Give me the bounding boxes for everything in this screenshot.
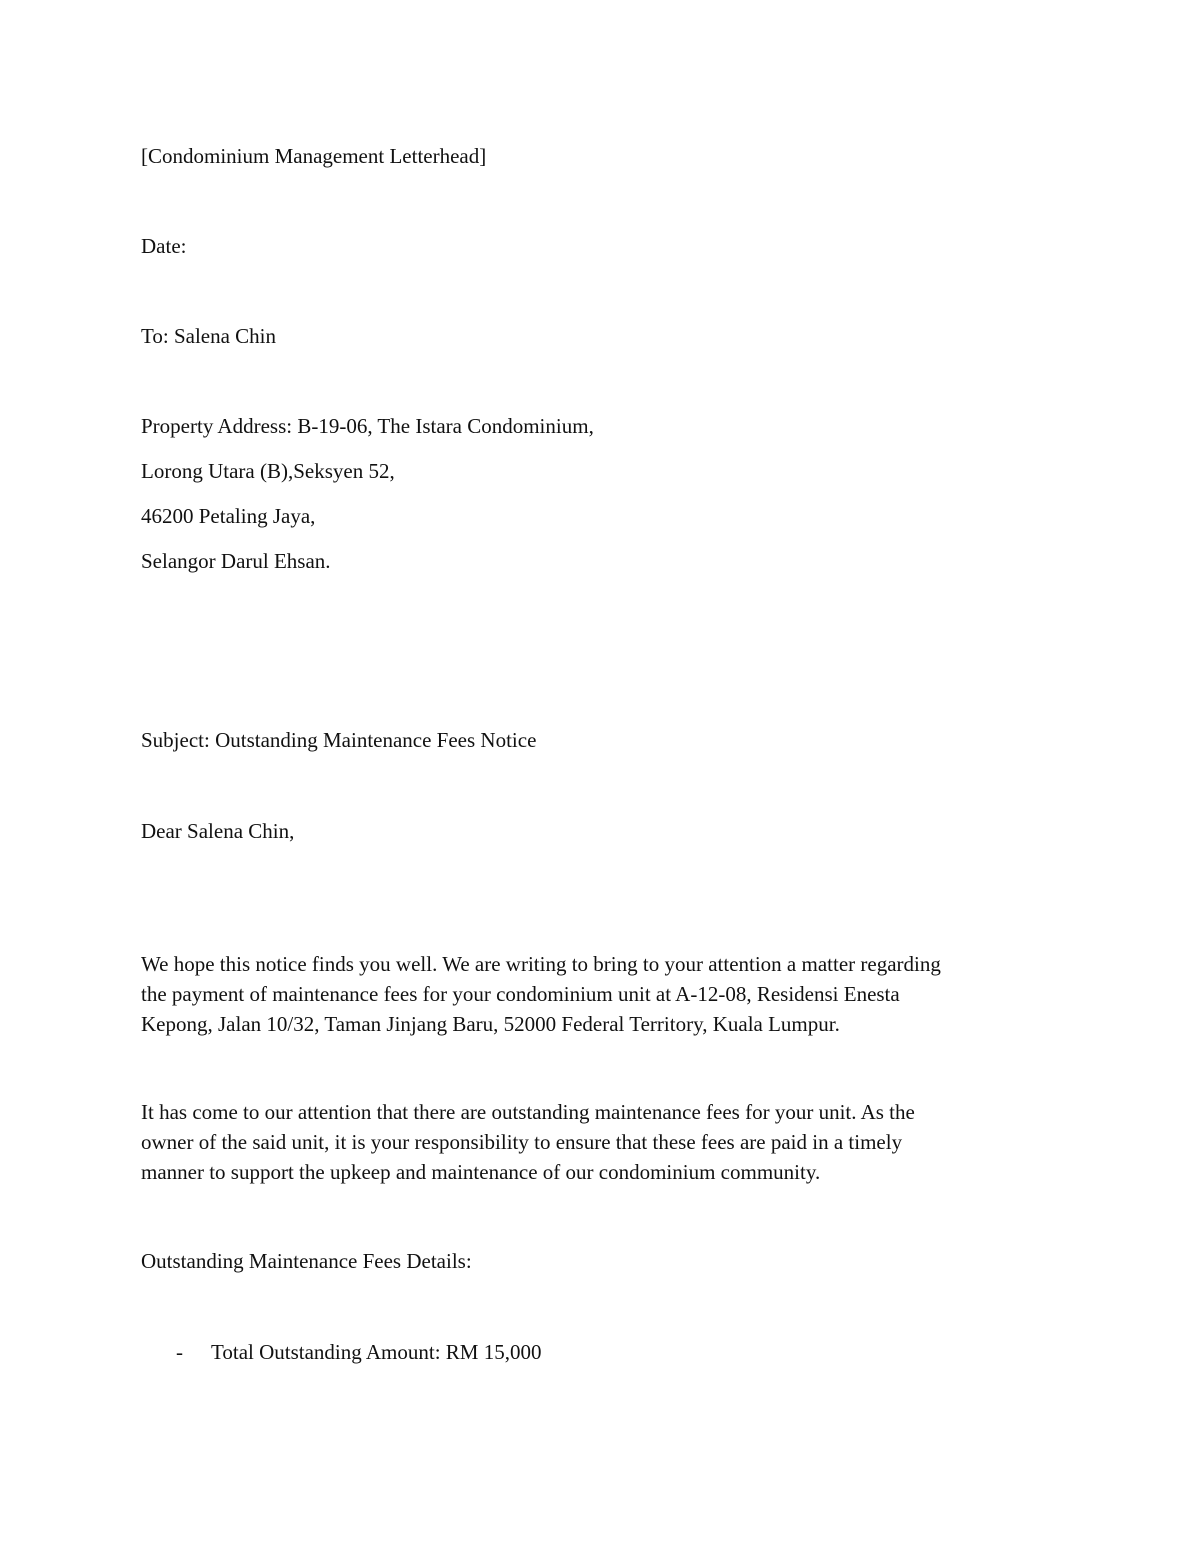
address-line-2: Lorong Utara (B),Seksyen 52, [141, 459, 395, 483]
address-line-4: Selangor Darul Ehsan. [141, 549, 331, 573]
salutation: Dear Salena Chin, [141, 819, 295, 843]
paragraph-intro-line: We hope this notice finds you well. We are writing to bring to your attention a matter regarding [141, 952, 941, 976]
subject-line: Subject: Outstanding Maintenance Fees Notice [141, 728, 537, 752]
paragraph-intro-line: the payment of maintenance fees for your condominium unit at A-12-08, Residensi Enesta [141, 982, 900, 1006]
paragraph-responsibility [141, 1097, 1061, 1187]
paragraph-intro-line: Kepong, Jalan 10/32, Taman Jinjang Baru, 52000 Federal Territory, Kuala Lumpur. [141, 1012, 840, 1036]
bullet-marker: - [176, 1340, 183, 1364]
recipient-line: To: Salena Chin [141, 324, 277, 348]
paragraph-intro [141, 949, 1061, 1039]
details-heading: Outstanding Maintenance Fees Details: [141, 1249, 472, 1273]
outstanding-amount-item: Total Outstanding Amount: RM 15,000 [211, 1340, 542, 1364]
paragraph-responsibility-line: manner to support the upkeep and maintenance of our condominium community. [141, 1160, 821, 1184]
address-line-3: 46200 Petaling Jaya, [141, 504, 316, 528]
paragraph-responsibility-line: It has come to our attention that there are outstanding maintenance fees for your unit. As the [141, 1100, 915, 1124]
date-label: Date: [141, 234, 187, 258]
paragraph-responsibility-line: owner of the said unit, it is your responsibility to ensure that these fees are paid in a timely [141, 1130, 903, 1154]
letterhead: [Condominium Management Letterhead] [141, 144, 487, 168]
address-line-1: Property Address: B-19-06, The Istara Condominium, [141, 414, 594, 438]
